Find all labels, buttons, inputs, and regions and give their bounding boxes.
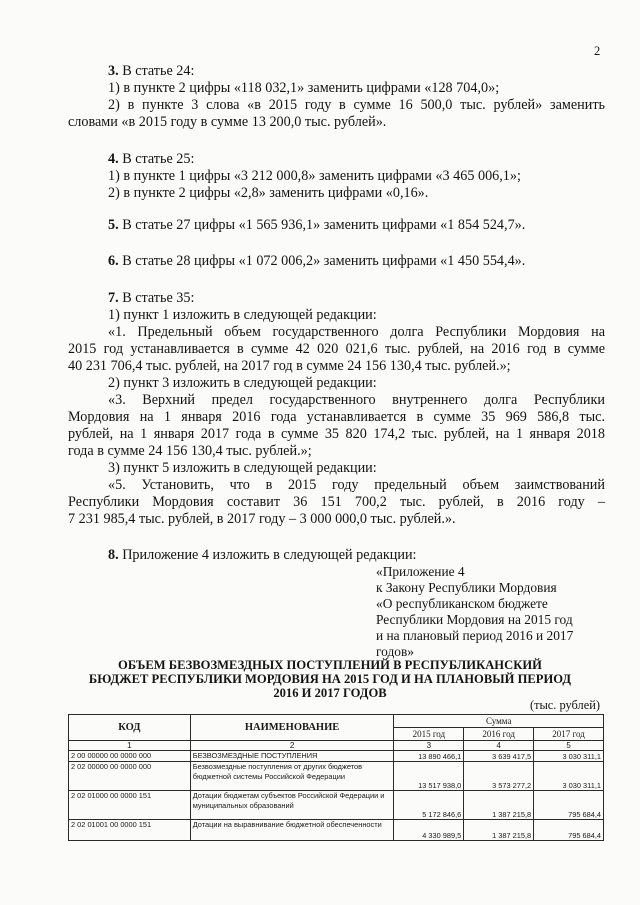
col-num-2: 2 bbox=[190, 741, 394, 751]
quote-3-line-2: Республики Мордовия составит 36 151 700,2 тыс. рублей, в 2016 году – bbox=[68, 494, 605, 510]
col-num-5: 5 bbox=[534, 741, 604, 751]
row-code: 2 02 01000 00 0000 151 bbox=[69, 791, 191, 820]
quote-1-line-3: 40 231 706,4 тыс. рублей, на 2017 год в сумме 24 156 130,4 тыс. рублей.»; bbox=[68, 358, 511, 374]
row-value-2016: 3 573 277,2 bbox=[464, 762, 534, 791]
header-sum: Сумма bbox=[394, 715, 604, 728]
table-title-line-3: 2016 И 2017 ГОДОВ bbox=[273, 686, 387, 700]
row-value-2016: 1 387 215,8 bbox=[464, 791, 534, 820]
table-row bbox=[69, 751, 604, 762]
quote-3-line-3: 7 231 985,4 тыс. рублей, в 2017 году – 3 000 000,0 тыс. рублей.». bbox=[68, 511, 456, 527]
section-7-point-1: 1) пункт 1 изложить в следующей редакции: bbox=[108, 307, 377, 323]
quote-2-line-1: «3. Верхний предел государственного внутреннего долга Республики bbox=[108, 392, 605, 408]
section-3-heading bbox=[108, 62, 194, 80]
header-code: КОД bbox=[69, 715, 191, 741]
section-4-title: В статье 25: bbox=[118, 151, 195, 167]
section-8-text: Приложение 4 изложить в следующей редакции: bbox=[118, 547, 417, 563]
quote-1-line-2: 2015 год устанавливается в сумме 42 020 021,6 тыс. рублей, на 2016 год в сумме bbox=[68, 341, 605, 357]
appendix-ref-line-6: годов» bbox=[376, 644, 414, 659]
row-value-2017: 795 684,4 bbox=[534, 791, 604, 820]
quote-2-line-3: рублей, на 1 января 2017 года в сумме 35 820 174,2 тыс. рублей, на 1 января 2018 bbox=[68, 426, 605, 442]
page-number: 2 bbox=[594, 44, 601, 58]
section-8 bbox=[108, 546, 417, 564]
appendix-ref-line-5: и на плановый период 2016 и 2017 bbox=[376, 628, 574, 643]
row-name: Дотации бюджетам субъектов Российской Федерации и муниципальных образований bbox=[190, 791, 394, 820]
row-name: БЕЗВОЗМЕЗДНЫЕ ПОСТУПЛЕНИЯ bbox=[190, 751, 394, 762]
section-3-item-2-cont: словами «в 2015 году в сумме 13 200,0 тыс. рублей». bbox=[68, 114, 387, 130]
section-4-heading bbox=[108, 150, 194, 168]
row-code: 2 00 00000 00 0000 000 bbox=[69, 751, 191, 762]
row-value-2015: 13 517 938,0 bbox=[394, 762, 464, 791]
section-5-text: В статье 27 цифры «1 565 936,1» заменить цифрами «1 854 524,7». bbox=[118, 217, 526, 233]
section-3-item-2: 2) в пункте 3 слова «в 2015 году в сумме 16 500,0 тыс. рублей» заменить bbox=[108, 97, 605, 113]
row-value-2017: 795 684,4 bbox=[534, 820, 604, 841]
section-6 bbox=[108, 252, 525, 270]
section-7-title: В статье 35: bbox=[118, 290, 195, 306]
section-3-number: 3. bbox=[108, 63, 119, 79]
row-value-2016: 3 639 417,5 bbox=[464, 751, 534, 762]
section-3-item-1: 1) в пункте 2 цифры «118 032,1» заменить цифрами «128 704,0»; bbox=[108, 80, 500, 96]
row-code: 2 02 01001 00 0000 151 bbox=[69, 820, 191, 841]
appendix-ref-line-1: «Приложение 4 bbox=[376, 564, 465, 579]
row-code: 2 02 00000 00 0000 000 bbox=[69, 762, 191, 791]
appendix-ref-line-4: Республики Мордовия на 2015 год bbox=[376, 612, 573, 627]
section-8-number: 8. bbox=[108, 547, 119, 563]
column-number-row bbox=[69, 741, 604, 751]
section-3-title: В статье 24: bbox=[118, 63, 195, 79]
row-value-2017: 3 030 311,1 bbox=[534, 751, 604, 762]
row-value-2015: 13 890 466,1 bbox=[394, 751, 464, 762]
section-7-point-3: 3) пункт 5 изложить в следующей редакции: bbox=[108, 460, 377, 476]
appendix-ref-line-2: к Закону Республики Мордовия bbox=[376, 580, 557, 595]
section-5-number: 5. bbox=[108, 217, 119, 233]
units-label: (тыс. рублей) bbox=[529, 698, 600, 712]
col-num-3: 3 bbox=[394, 741, 464, 751]
row-name: Безвозмездные поступления от других бюджетов бюджетной системы Российской Федерации bbox=[190, 762, 394, 791]
row-value-2016: 1 387 215,8 bbox=[464, 820, 534, 841]
quote-1-line-1: «1. Предельный объем государственного долга Республики Мордовия на bbox=[108, 324, 605, 340]
section-4-number: 4. bbox=[108, 151, 119, 167]
row-value-2017: 3 030 311,1 bbox=[534, 762, 604, 791]
header-year-2016: 2016 год bbox=[464, 728, 534, 741]
budget-table bbox=[68, 714, 604, 841]
quote-3-line-1: «5. Установить, что в 2015 году предельный объем заимствований bbox=[108, 477, 605, 493]
quote-2-line-4: года в сумме 24 156 130,4 тыс. рублей.»; bbox=[68, 443, 312, 459]
col-num-1: 1 bbox=[69, 741, 191, 751]
row-value-2015: 4 330 989,5 bbox=[394, 820, 464, 841]
col-num-4: 4 bbox=[464, 741, 534, 751]
table-row bbox=[69, 762, 604, 791]
quote-2-line-2: Мордовия на 1 января 2016 года устанавливается в сумме 35 969 586,8 тыс. bbox=[68, 409, 605, 425]
section-5 bbox=[108, 216, 525, 234]
row-name: Дотации на выравнивание бюджетной обеспеченности bbox=[190, 820, 394, 841]
section-4-item-1: 1) в пункте 1 цифры «3 212 000,8» заменить цифрами «3 465 006,1»; bbox=[108, 168, 521, 184]
row-value-2015: 5 172 846,6 bbox=[394, 791, 464, 820]
table-title-line-1: ОБЪЕМ БЕЗВОЗМЕЗДНЫХ ПОСТУПЛЕНИЙ В РЕСПУБЛИКАНСКИЙ bbox=[118, 658, 542, 672]
section-7-heading bbox=[108, 289, 194, 307]
section-7-number: 7. bbox=[108, 290, 119, 306]
header-name: НАИМЕНОВАНИЕ bbox=[190, 715, 394, 741]
section-4-item-2: 2) в пункте 2 цифры «2,8» заменить цифрами «0,16». bbox=[108, 185, 429, 201]
header-year-2015: 2015 год bbox=[394, 728, 464, 741]
section-6-number: 6. bbox=[108, 253, 119, 269]
table-row bbox=[69, 791, 604, 820]
section-7-point-2: 2) пункт 3 изложить в следующей редакции: bbox=[108, 375, 377, 391]
header-year-2017: 2017 год bbox=[534, 728, 604, 741]
appendix-ref-line-3: «О республиканском бюджете bbox=[376, 596, 548, 611]
table-row bbox=[69, 820, 604, 841]
table-title-line-2: БЮДЖЕТ РЕСПУБЛИКИ МОРДОВИЯ НА 2015 ГОД И НА ПЛАНОВЫЙ ПЕРИОД bbox=[88, 672, 572, 686]
section-6-text: В статье 28 цифры «1 072 006,2» заменить цифрами «1 450 554,4». bbox=[118, 253, 526, 269]
